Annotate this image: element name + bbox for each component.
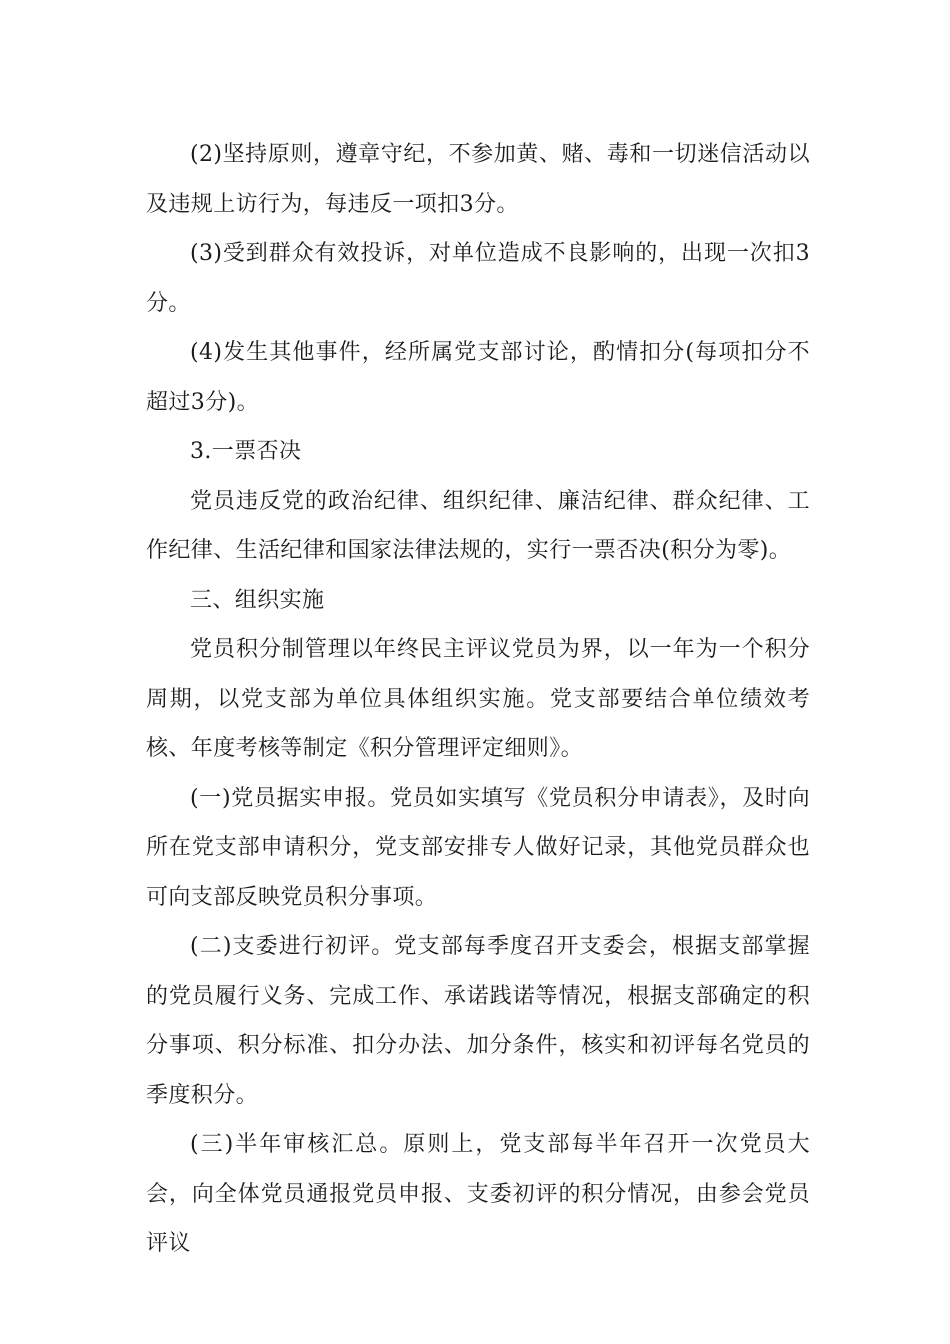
paragraph-deduction-4: (4)发生其他事件，经所属党支部讨论，酌情扣分(每项扣分不超过3分)。 [146,340,810,415]
document-body [146,130,810,1269]
paragraph-one-vote-veto: 党员违反党的政治纪律、组织纪律、廉洁纪律、群众纪律、工作纪律、生活纪律和国家法律法规的，实行一票否决(积分为零)。 [146,488,810,563]
heading-one-vote-veto: 3.一票否决 [190,439,302,464]
heading-organization: 三、组织实施 [190,587,325,613]
paragraph-organization: 党员积分制管理以年终民主评议党员为界，以一年为一个积分周期，以党支部为单位具体组织实施。党支部要结合单位绩效考核、年度考核等制定《积分管理评定细则》。 [146,637,810,761]
paragraph-deduction-3: (3)受到群众有效投诉，对单位造成不良影响的，出现一次扣3分。 [146,241,810,316]
paragraph-step-1: (一)党员据实申报。党员如实填写《党员积分申请表》，及时向所在党支部申请积分，党支部安排专人做好记录，其他党员群众也可向支部反映党员积分事项。 [146,785,810,910]
paragraph-step-3: (三)半年审核汇总。原则上，党支部每半年召开一次党员大会，向全体党员通报党员申报、支委初评的积分情况，由参会党员评议 [146,1132,810,1256]
paragraph-deduction-2: (2)坚持原则，遵章守纪，不参加黄、赌、毒和一切迷信活动以及违规上访行为，每违反一项扣3分。 [146,142,810,217]
paragraph-step-2: (二)支委进行初评。党支部每季度召开支委会，根据支部掌握的党员履行义务、完成工作、承诺践诺等情况，根据支部确定的积分事项、积分标准、扣分办法、加分条件，核实和初评每名党员的季度积分。 [146,934,810,1108]
